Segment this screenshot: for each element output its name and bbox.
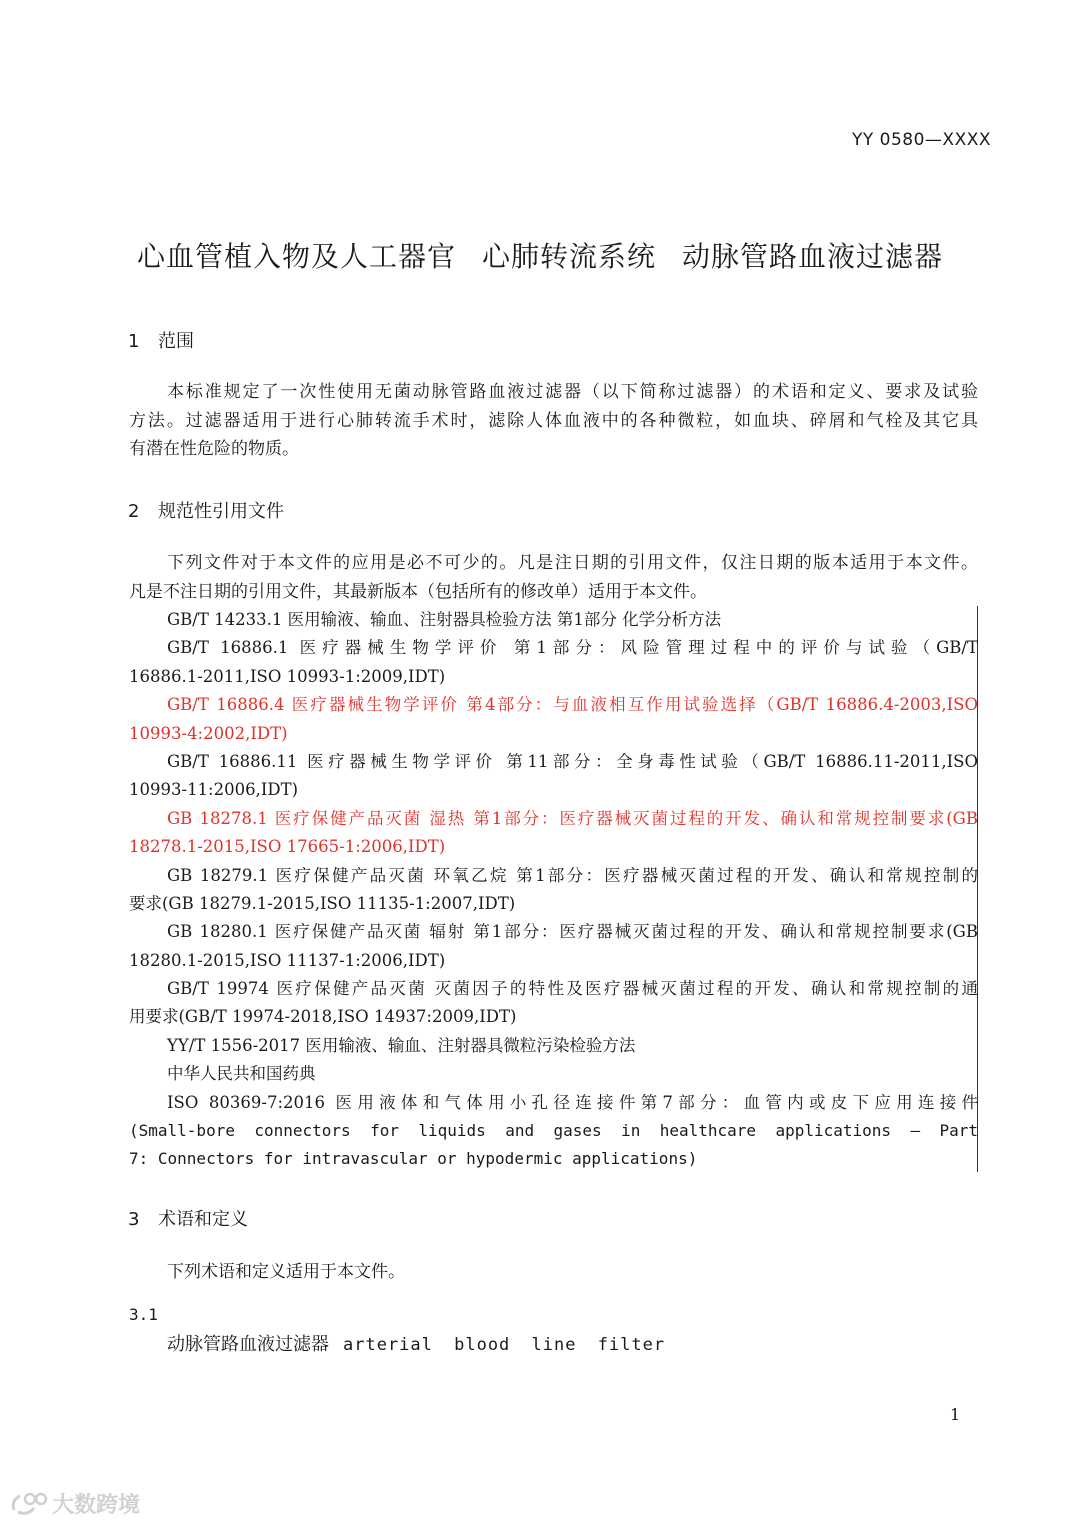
reference-line: GB/T 16886.4 医疗器械生物学评价 第4部分：与血液相互作用试验选择（GB/T 16886.4-2003,ISO xyxy=(167,695,978,715)
section-2-intro xyxy=(129,549,978,606)
reference-line: GB/T 14233.1 医用输液、输血、注射器具检验方法 第1部分 化学分析方法 xyxy=(167,610,722,629)
reference-line: GB 18279.1 医疗保健产品灭菌 环氧乙烷 第1部分：医疗器械灭菌过程的开发、确认和常规控制的 xyxy=(167,865,978,885)
term-english: arterial blood line filter xyxy=(343,1335,666,1355)
reference-line: 10993-4:2002,IDT) xyxy=(129,723,288,743)
reference-line: GB/T 16886.11 医疗器械生物学评价 第11部分：全身毒性试验（GB/T 16886.11-2011,ISO xyxy=(167,751,978,771)
reference-line: GB 18280.1 医疗保健产品灭菌 辐射 第1部分：医疗器械灭菌过程的开发、确认和常规控制要求(GB xyxy=(167,922,978,942)
document-title xyxy=(0,235,1080,275)
section-3-intro xyxy=(129,1258,978,1287)
reference-line: 18280.1-2015,ISO 11137-1:2006,IDT) xyxy=(129,950,446,970)
page-number: 1 xyxy=(950,1405,961,1424)
section-number: 2 xyxy=(128,501,140,522)
section-3-heading xyxy=(128,1205,248,1231)
paragraph-line: 方法。过滤器适用于进行心肺转流手术时，滤除人体血液中的各种微粒，如血块、碎屑和气栓及其它具 xyxy=(129,410,978,431)
document-code: YY 0580—XXXX xyxy=(852,130,992,150)
reference-line: GB 18278.1 医疗保健产品灭菌 湿热 第1部分：医疗器械灭菌过程的开发、确认和常规控制要求(GB xyxy=(167,808,978,828)
term-entry xyxy=(167,1330,665,1356)
reference-line: YY/T 1556-2017 医用输液、输血、注射器具微粒污染检验方法 xyxy=(167,1035,636,1055)
reference-line: (Small-bore connectors for liquids and gases in healthcare applications — Part xyxy=(129,1121,978,1141)
reference-line: 中华人民共和国药典 xyxy=(167,1064,316,1084)
section-number: 1 xyxy=(128,331,140,352)
paragraph-line: 本标准规定了一次性使用无菌动脉管路血液过滤器（以下简称过滤器）的术语和定义、要求及试验 xyxy=(167,382,978,402)
section-title: 范围 xyxy=(158,331,194,352)
watermark-text: 大数跨境 xyxy=(52,1493,141,1518)
term-chinese: 动脉管路血液过滤器 xyxy=(167,1334,329,1355)
section-2-heading xyxy=(128,497,284,523)
paragraph-line: 凡是不注日期的引用文件，其最新版本（包括所有的修改单）适用于本文件。 xyxy=(129,581,707,602)
watermark xyxy=(8,1488,140,1519)
title-part-3: 动脉管路血液过滤器 xyxy=(682,240,944,273)
section-1-heading xyxy=(128,327,194,353)
paragraph-line: 下列术语和定义适用于本文件。 xyxy=(167,1262,405,1282)
section-title: 术语和定义 xyxy=(158,1209,248,1230)
reference-line: GB/T 16886.1 医疗器械生物学评价 第1部分：风险管理过程中的评价与试验（GB/T xyxy=(167,638,978,658)
subsection-number: 3.1 xyxy=(129,1305,158,1324)
reference-line: 18278.1-2015,ISO 17665-1:2006,IDT) xyxy=(129,837,446,857)
normative-references-list xyxy=(129,606,978,1174)
section-1-body xyxy=(129,378,978,464)
title-part-1: 心血管植入物及人工器官 xyxy=(136,240,456,273)
reference-line: 16886.1-2011,ISO 10993-1:2009,IDT) xyxy=(129,666,446,686)
title-part-2: 心肺转流系统 xyxy=(481,240,656,273)
section-number: 3 xyxy=(128,1209,140,1230)
paragraph-line: 有潜在性危险的物质。 xyxy=(129,439,299,459)
reference-line: GB/T 19974 医疗保健产品灭菌 灭菌因子的特性及医疗器械灭菌过程的开发、确认和常规控制的通 xyxy=(167,979,978,999)
reference-line: 要求(GB 18279.1-2015,ISO 11135-1:2007,IDT) xyxy=(129,893,516,913)
section-title: 规范性引用文件 xyxy=(158,501,284,522)
reference-line: 7: Connectors for intravascular or hypodermic applications) xyxy=(129,1149,698,1169)
watermark-logo-icon xyxy=(8,1490,48,1518)
paragraph-line: 下列文件对于本文件的应用是必不可少的。凡是注日期的引用文件，仅注日期的版本适用于本文件。 xyxy=(167,553,978,573)
reference-line: 10993-11:2006,IDT) xyxy=(129,780,299,800)
reference-line: 用要求(GB/T 19974-2018,ISO 14937:2009,IDT) xyxy=(129,1007,517,1027)
reference-line: ISO 80369-7:2016 医用液体和气体用小孔径连接件第7部分：血管内或皮下应用连接件 xyxy=(167,1092,978,1112)
